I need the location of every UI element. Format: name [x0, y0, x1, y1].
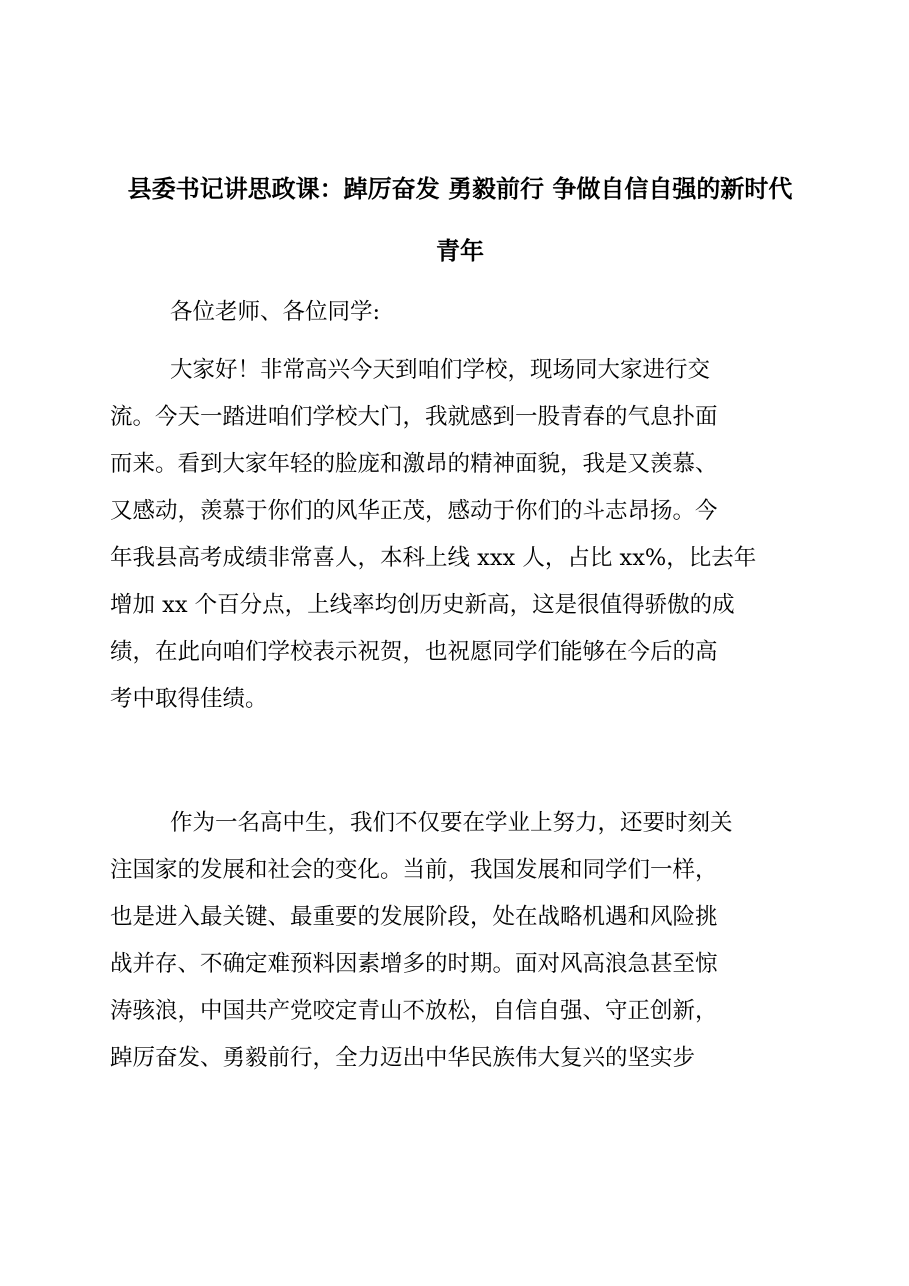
paragraph-2-line: 战并存、不确定难预料因素增多的时期。面对风高浪急甚至惊 — [110, 951, 718, 977]
paragraph-2-line: 注国家的发展和社会的变化。当前，我国发展和同学们一样， — [110, 857, 718, 883]
paragraph-1-line: 又感动，羡慕于你们的风华正茂，感动于你们的斗志昂扬。今 — [110, 498, 718, 524]
paragraph-1-line: 大家好！非常高兴今天到咱们学校，现场同大家进行交 — [170, 357, 711, 383]
paragraph-1-line: 考中取得佳绩。 — [110, 686, 268, 712]
greeting: 各位老师、各位同学: — [170, 299, 381, 325]
paragraph-1-line: 绩，在此向咱们学校表示祝贺，也祝愿同学们能够在今后的高 — [110, 639, 718, 665]
paragraph-2-line: 作为一名高中生，我们不仅要在学业上努力，还要时刻关 — [170, 810, 733, 836]
greeting-block — [110, 289, 810, 336]
document-title — [110, 158, 810, 282]
paragraph-1-line: 而来。看到大家年轻的脸庞和激昂的精神面貌，我是又羡慕、 — [110, 451, 718, 477]
title-line-1: 县委书记讲思政课：踔厉奋发 勇毅前行 争做自信自强的新时代 — [127, 175, 793, 203]
title-line-2: 青年 — [436, 237, 484, 265]
paragraph-2-line: 涛骇浪，中国共产党咬定青山不放松，自信自强、守正创新， — [110, 998, 718, 1024]
paragraph-1-line: 增加 xx 个百分点，上线率均创历史新高，这是很值得骄傲的成 — [110, 592, 735, 618]
paragraph-1 — [110, 347, 810, 723]
paragraph-2 — [110, 800, 810, 1082]
paragraph-1-line: 年我县高考成绩非常喜人，本科上线 xxx 人，占比 xx%，比去年 — [110, 545, 757, 571]
paragraph-2-line: 踔厉奋发、勇毅前行，全力迈出中华民族伟大复兴的坚实步 — [110, 1045, 696, 1071]
paragraph-2-line: 也是进入最关键、最重要的发展阶段，处在战略机遇和风险挑 — [110, 904, 718, 930]
paragraph-1-line: 流。今天一踏进咱们学校大门，我就感到一股青春的气息扑面 — [110, 404, 718, 430]
